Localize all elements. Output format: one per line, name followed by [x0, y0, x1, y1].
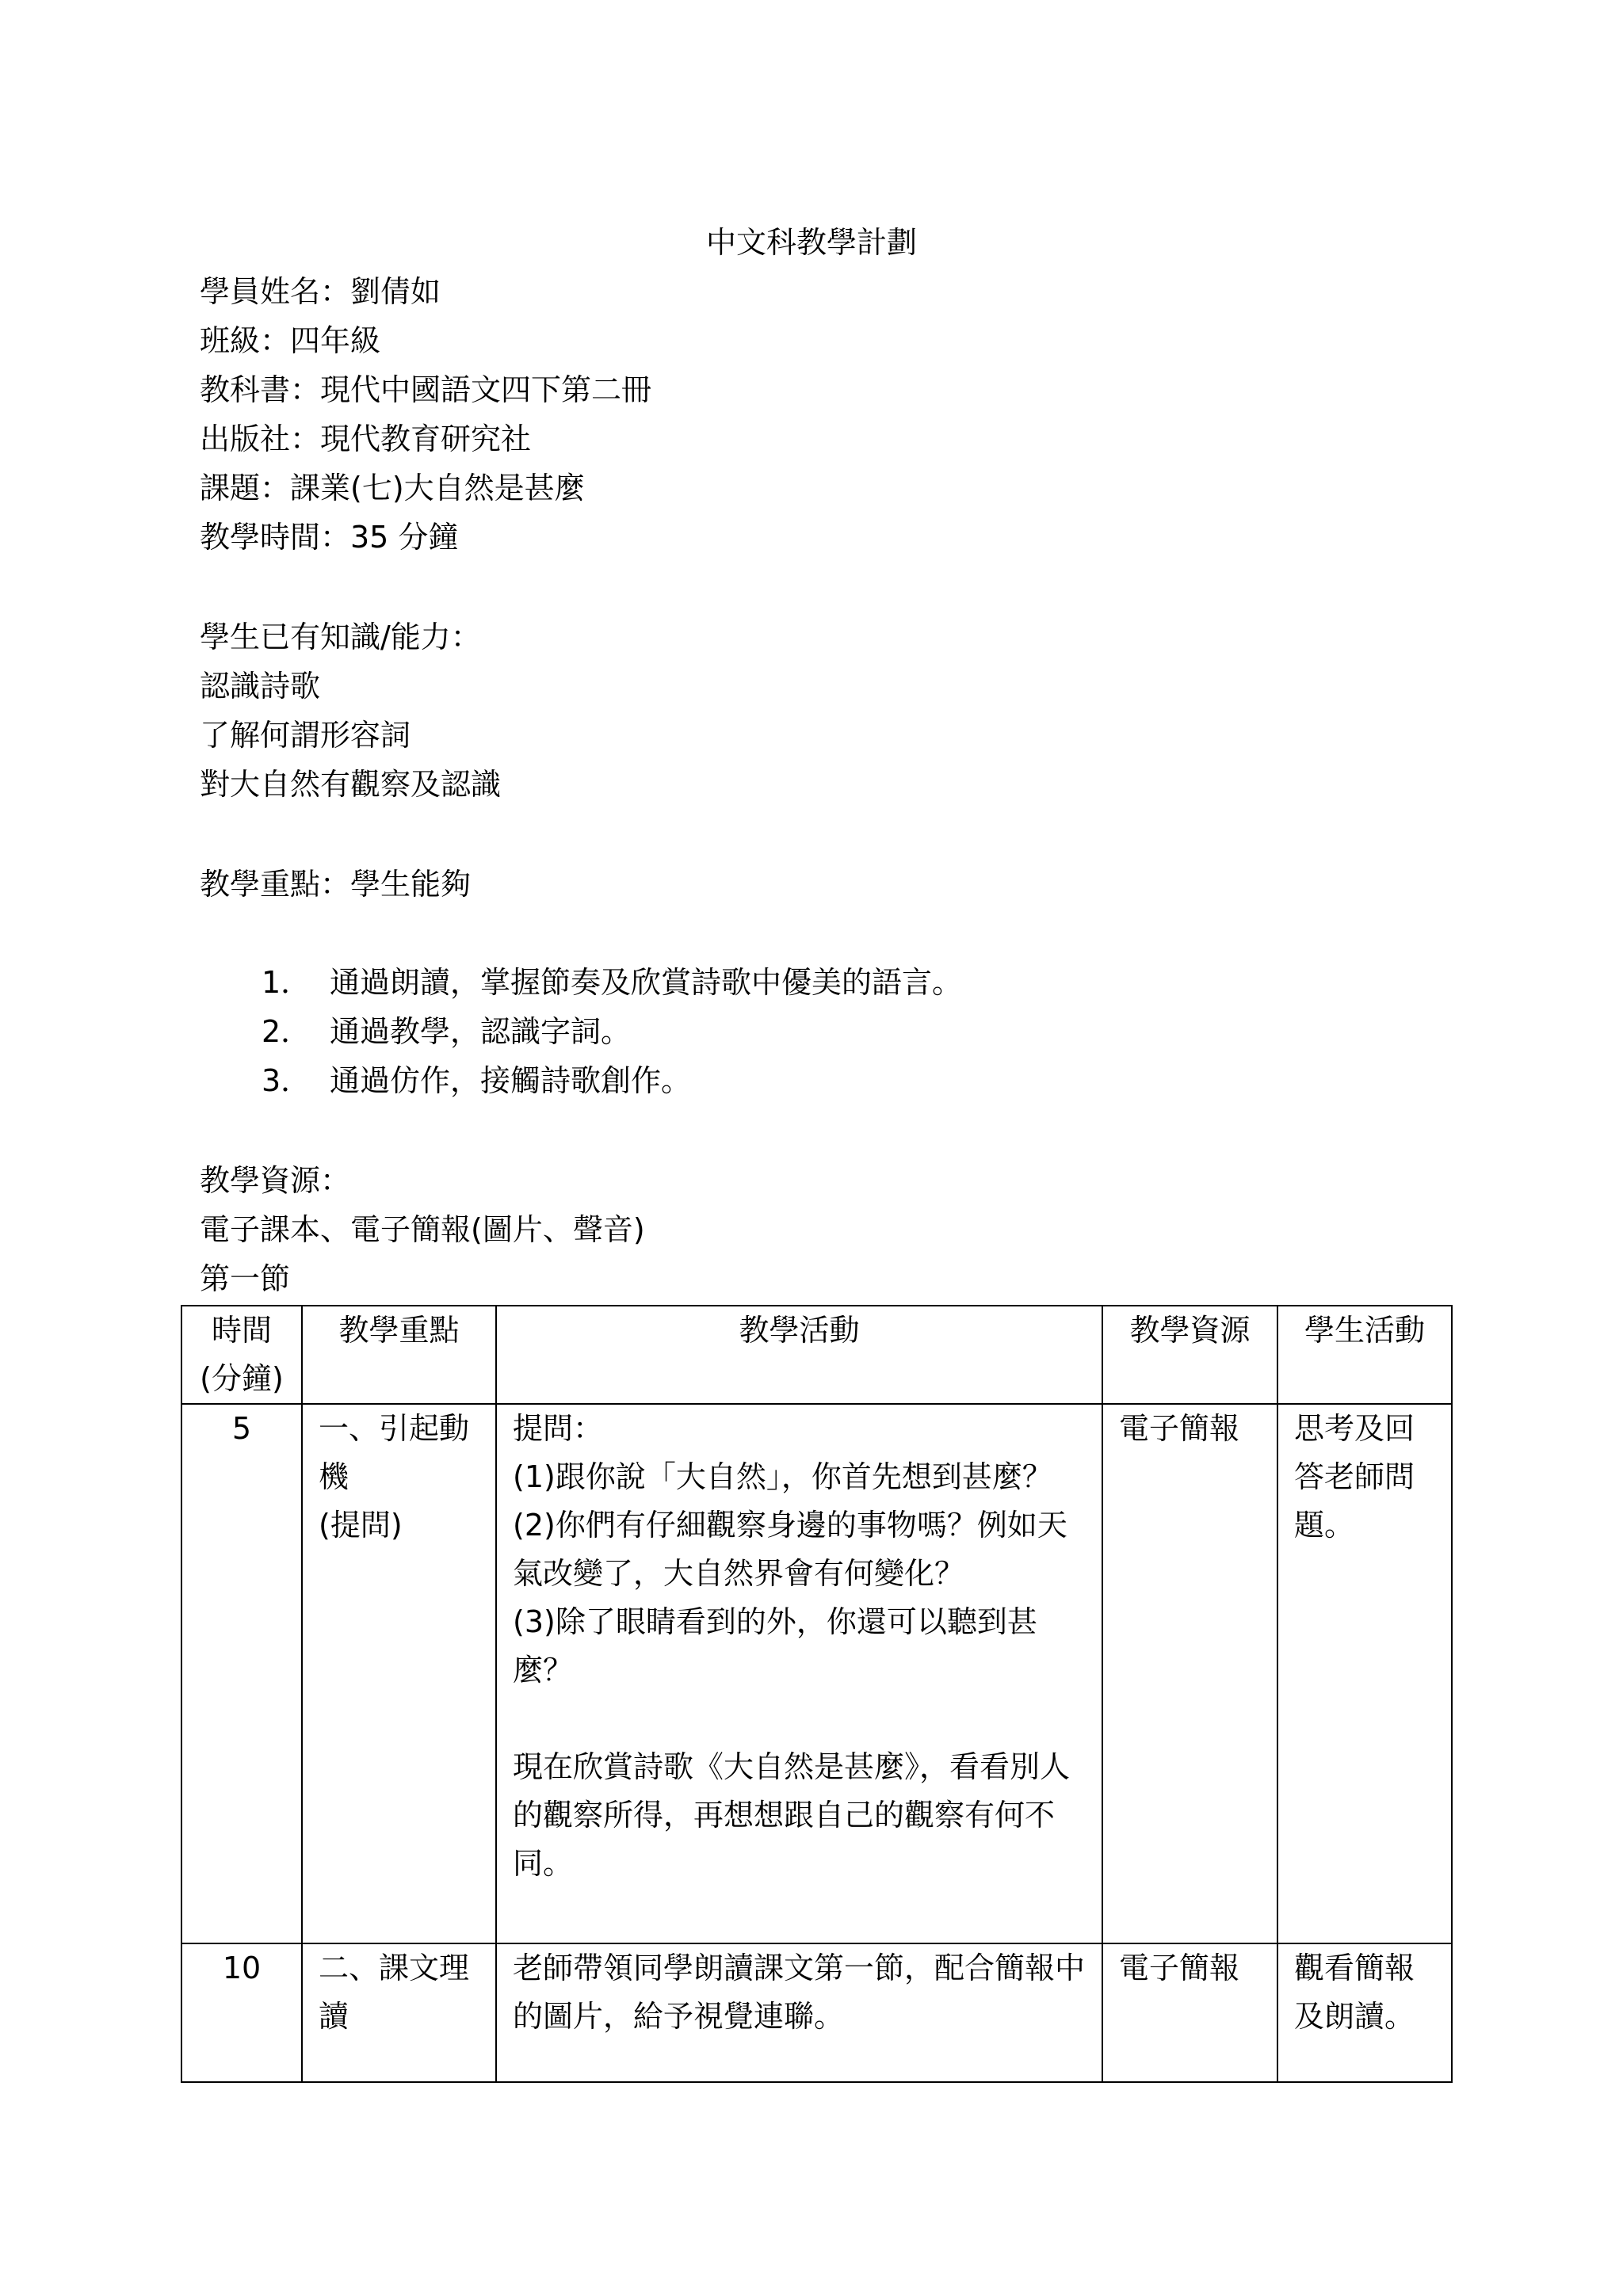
focus-item-text: 通過仿作，接觸詩歌創作。: [330, 1063, 692, 1098]
duration-line: 教學時間：35 分鐘: [200, 520, 459, 555]
focus-item-text: 通過朗讀，掌握節奏及欣賞詩歌中優美的語言。: [330, 965, 963, 1000]
resource-cell: 電子簡報: [1102, 1943, 1277, 2082]
resource-cell: 電子簡報: [1102, 1404, 1277, 1943]
table-row: [181, 1943, 1452, 2082]
student-activity-cell: 觀看簡報及朗讀。: [1277, 1943, 1452, 2082]
table-row: [181, 1404, 1452, 1943]
activity-cell: 老師帶領同學朗讀課文第一節，配合簡報中的圖片，給予視覺連聯。: [496, 1943, 1102, 2082]
focus-cell: 二、課文理讀: [302, 1943, 496, 2082]
student-name-line: 學員姓名：劉倩如: [200, 274, 441, 309]
resources-heading: 教學資源：: [200, 1163, 351, 1198]
textbook-line: 教科書：現代中國語文四下第二冊: [200, 372, 652, 407]
topic-line: 課題：課業(七)大自然是甚麼: [200, 471, 585, 505]
student-activity-cell: 思考及回答老師問題。: [1277, 1404, 1452, 1943]
focus-item-number: 3．: [262, 1063, 311, 1098]
focus-item-number: 1．: [262, 965, 311, 1000]
header-focus: 教學重點: [302, 1306, 496, 1404]
prior-knowledge-heading: 學生已有知識/能力：: [200, 620, 481, 654]
header-student-activity: 學生活動: [1277, 1306, 1452, 1404]
resources-text: 電子課本、電子簡報(圖片、聲音): [200, 1212, 645, 1247]
focus-item-text: 通過教學，認識字詞。: [330, 1014, 632, 1049]
header-time: 時間 (分鐘): [181, 1306, 302, 1404]
lesson-plan-table: [181, 1305, 1453, 2083]
header-resource: 教學資源: [1102, 1306, 1277, 1404]
prior-knowledge-item: 認識詩歌: [200, 669, 321, 704]
activity-cell: 提問： (1)跟你說「大自然」，你首先想到甚麼？ (2)你們有仔細觀察身邊的事物嗎？例如天氣改變了，大自然界會有何變化？ (3)除了眼睛看到的外，你還可以聽到甚麼？ 現在欣賞詩歌《大自然是甚麼》，看看別人的觀察所得，再想想跟自己的觀察有何不同。: [496, 1404, 1102, 1943]
publisher-line: 出版社：現代教育研究社: [200, 421, 532, 456]
section-label: 第一節: [200, 1261, 291, 1296]
time-cell: 10: [181, 1943, 302, 2082]
time-cell: 5: [181, 1404, 302, 1943]
prior-knowledge-item: 對大自然有觀察及認識: [200, 767, 502, 802]
document-title: 中文科教學計劃: [705, 225, 917, 260]
focus-item-number: 2．: [262, 1014, 311, 1049]
table-header-row: [181, 1306, 1452, 1404]
prior-knowledge-item: 了解何謂形容詞: [200, 718, 411, 753]
focus-heading: 教學重點：學生能夠: [200, 867, 472, 902]
focus-cell: 一、引起動機 (提問): [302, 1404, 496, 1943]
class-line: 班級：四年級: [200, 323, 381, 358]
header-activity: 教學活動: [496, 1306, 1102, 1404]
